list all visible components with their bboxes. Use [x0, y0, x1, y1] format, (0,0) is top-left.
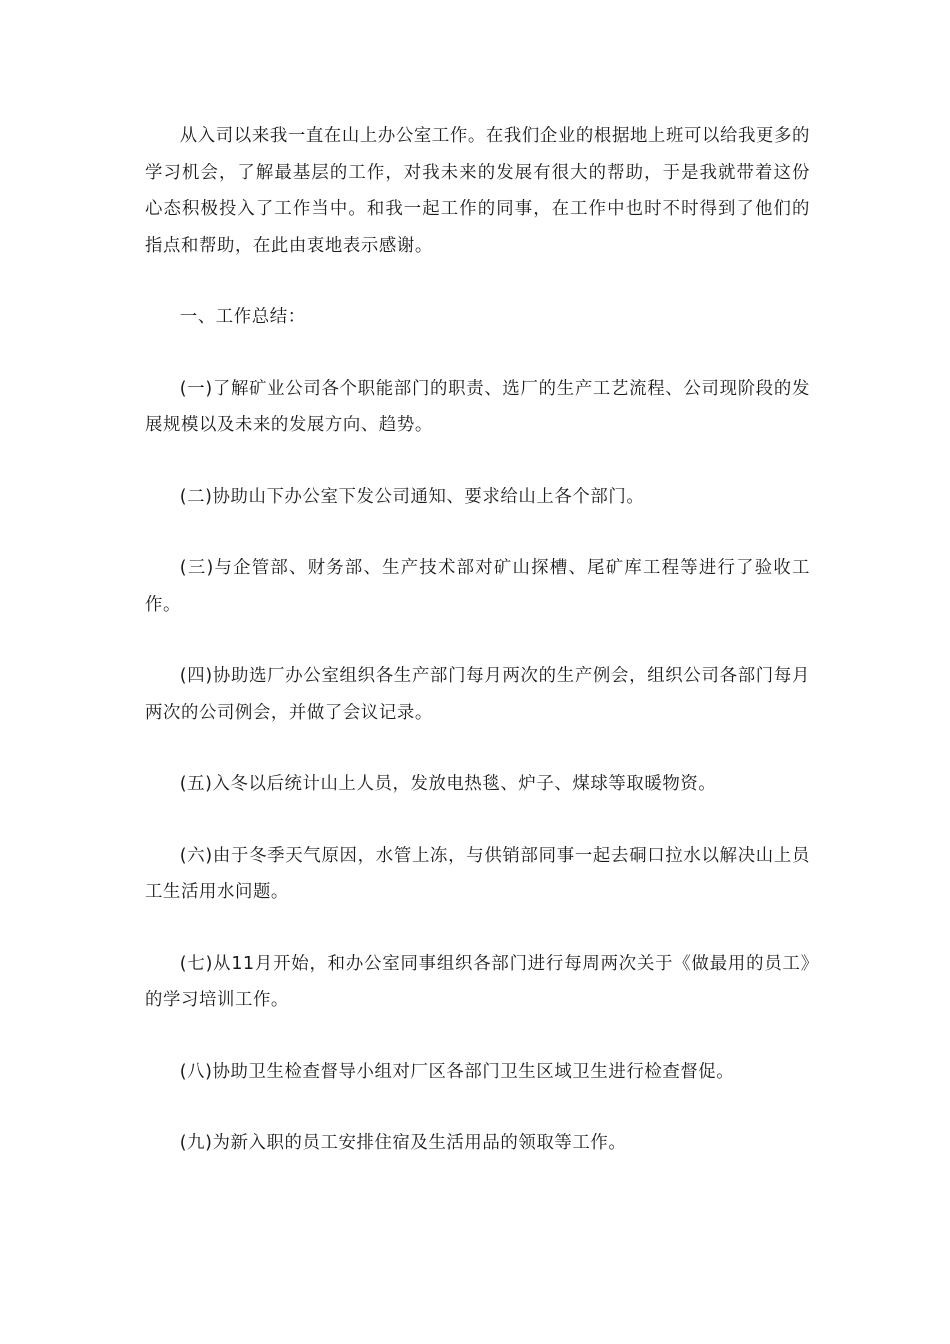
list-item-6: (六)由于冬季天气原因，水管上冻，与供销部同事一起去硐口拉水以解决山上员工生活用水问题。	[145, 845, 810, 902]
list-item-5: (五)入冬以后统计山上人员，发放电热毯、炉子、煤球等取暖物资。	[179, 774, 717, 794]
list-item-7: (七)从11月开始，和办公室同事组织各部门进行每周两次关于《做最用的员工》的学习培训工作。	[145, 953, 810, 1010]
list-item-2: (二)协助山下办公室下发公司通知、要求给山上各个部门。	[179, 486, 645, 507]
document-body	[145, 118, 810, 1197]
list-item-4: (四)协助选厂办公室组织各生产部门每月两次的生产例会，组织公司各部门每月两次的公司例会，并做了会议记录。	[145, 666, 810, 723]
list-item-1: (一)了解矿业公司各个职能部门的职责、选厂的生产工艺流程、公司现阶段的发展规模以及未来的发展方向、趋势。	[145, 378, 810, 435]
intro-paragraph: 从入司以来我一直在山上办公室工作。在我们企业的根据地上班可以给我更多的学习机会，了解最基层的工作，对我未来的发展有很大的帮助，于是我就带着这份心态积极投入了工作当中。和我一起工作的同事，在工作中也时不时得到了他们的指点和帮助，在此由衷地表示感谢。	[145, 126, 810, 256]
section-heading: 一、工作总结：	[179, 307, 306, 327]
list-item-8: (八)协助卫生检查督导小组对厂区各部门卫生区域卫生进行检查督促。	[179, 1061, 735, 1082]
list-item-9: (九)为新入职的员工安排住宿及生活用品的领取等工作。	[179, 1133, 627, 1153]
list-item-3: (三)与企管部、财务部、生产技术部对矿山探槽、尾矿库工程等进行了验收工作。	[145, 558, 810, 615]
